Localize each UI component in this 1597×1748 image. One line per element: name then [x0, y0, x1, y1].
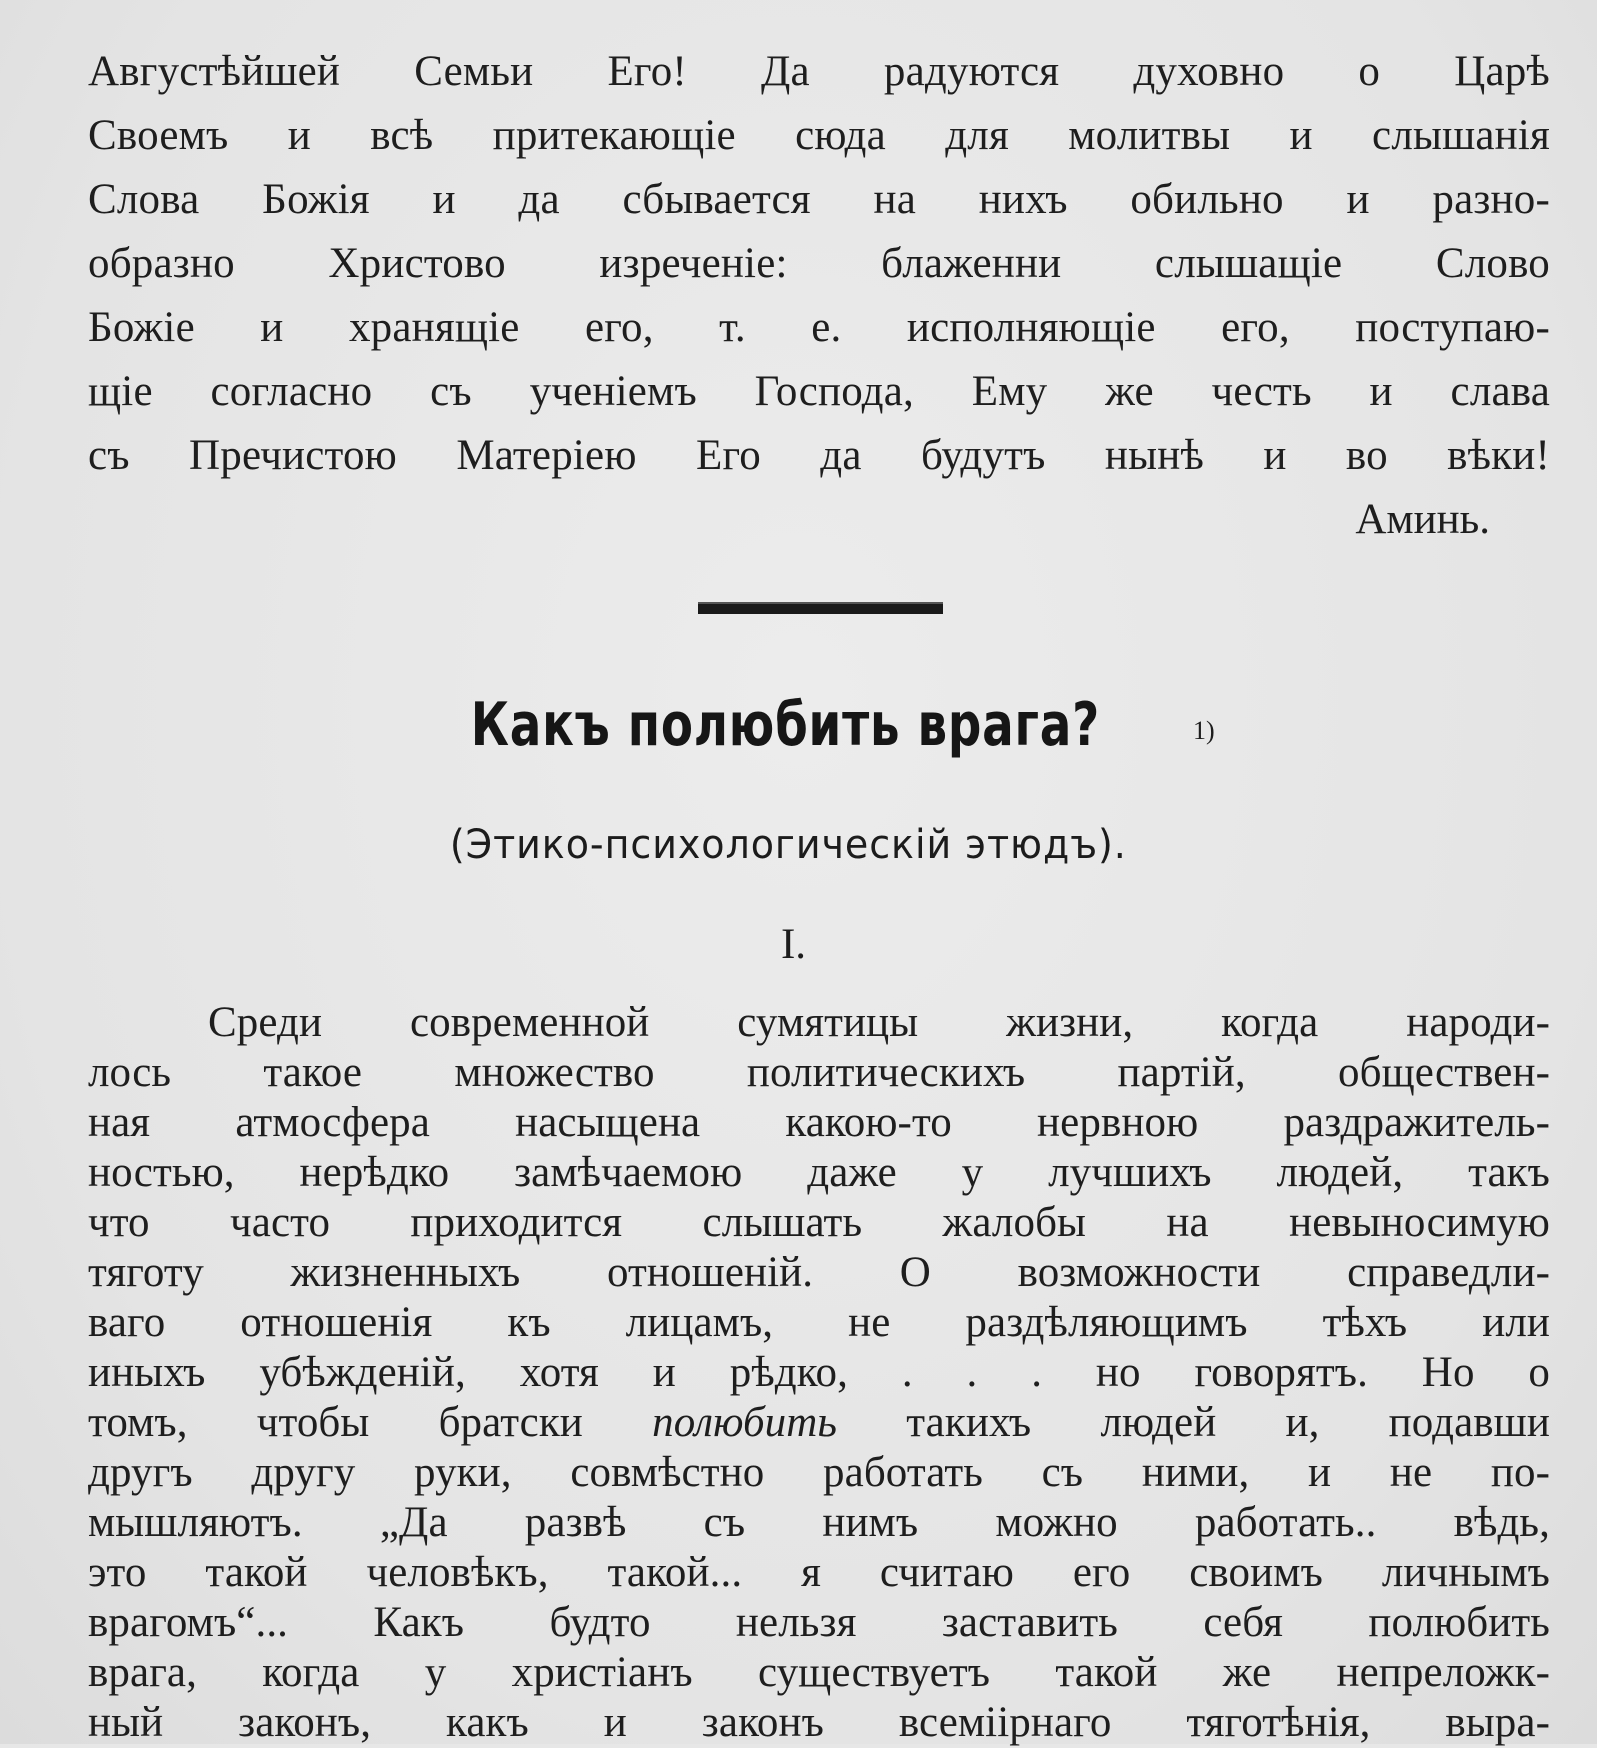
- text-line: ная атмосфера насыщена какою-то нервною раздражитель-: [88, 1099, 1550, 1146]
- text-line: это такой человѣкъ, такой... я считаю его своимъ личнымъ: [88, 1549, 1550, 1596]
- section-heading-block: [0, 920, 1597, 969]
- text-line: съ Пречистою Матеріею Его да будутъ нынѣ и во вѣки!: [88, 432, 1550, 479]
- text-line: Августѣйшей Семьи Его! Да радуются духовно о Царѣ: [88, 48, 1550, 95]
- text-line: Среди современной сумятицы жизни, когда народи-: [208, 999, 1550, 1046]
- closing-amen: Аминь.: [1355, 496, 1490, 543]
- text-line: Слова Божія и да сбывается на нихъ обильно и разно-: [88, 176, 1550, 223]
- article-subtitle: (Этико-психологическій этюдъ).: [450, 822, 1127, 868]
- text-line: щіе согласно съ ученіемъ Господа, Ему же честь и слава: [88, 368, 1550, 415]
- text-line: образно Христово изреченіе: блаженни слышащіе Слово: [88, 240, 1550, 287]
- article-title-block: [0, 690, 1597, 760]
- text-line: что часто приходится слышать жалобы на невыносимую: [88, 1199, 1550, 1246]
- italic-emphasis: полюбить: [652, 1399, 838, 1446]
- text-line: тяготу жизненныхъ отношеній. О возможности справедли-: [88, 1249, 1550, 1296]
- text-line: другъ другу руки, совмѣстно работать съ ними, и не по-: [88, 1449, 1550, 1496]
- text-line: Своемъ и всѣ притекающіе сюда для молитвы и слышанія: [88, 112, 1550, 159]
- article-title: Какъ полюбить врага?: [471, 690, 1101, 760]
- section-divider-rule: [698, 602, 943, 614]
- section-number: I.: [780, 921, 807, 968]
- text-line: врагомъ“... Какъ будто нельзя заставить себя полюбить: [88, 1599, 1550, 1646]
- text-segment: томъ, чтобы братски: [88, 1399, 653, 1446]
- footnote-mark: 1): [1193, 715, 1215, 745]
- top-paragraph: [88, 40, 1550, 552]
- text-line: мышляютъ. „Да развѣ съ нимъ можно работать.. вѣдь,: [88, 1499, 1550, 1546]
- text-line: ностью, нерѣдко замѣчаемою даже у лучшихъ людей, такъ: [88, 1149, 1550, 1196]
- text-segment: такихъ людей и, подавши: [837, 1399, 1550, 1446]
- text-line: иныхъ убѣжденій, хотя и рѣдко, . . . но говорятъ. Но о: [88, 1349, 1550, 1396]
- text-line: ный законъ, какъ и законъ всеміірнаго тяготѣнія, выра-: [88, 1699, 1550, 1746]
- body-paragraph: [88, 998, 1550, 1748]
- text-line: [88, 1398, 1550, 1448]
- text-line: ваго отношенія къ лицамъ, не раздѣляющимъ тѣхъ или: [88, 1299, 1550, 1346]
- text-line: лось такое множество политическихъ партій, обществен-: [88, 1049, 1550, 1096]
- article-subtitle-block: [0, 822, 1597, 868]
- text-line: врага, когда у христіанъ существуетъ такой же непреложк-: [88, 1649, 1550, 1696]
- text-line: Божіе и хранящіе его, т. е. исполняющіе его, поступаю-: [88, 304, 1550, 351]
